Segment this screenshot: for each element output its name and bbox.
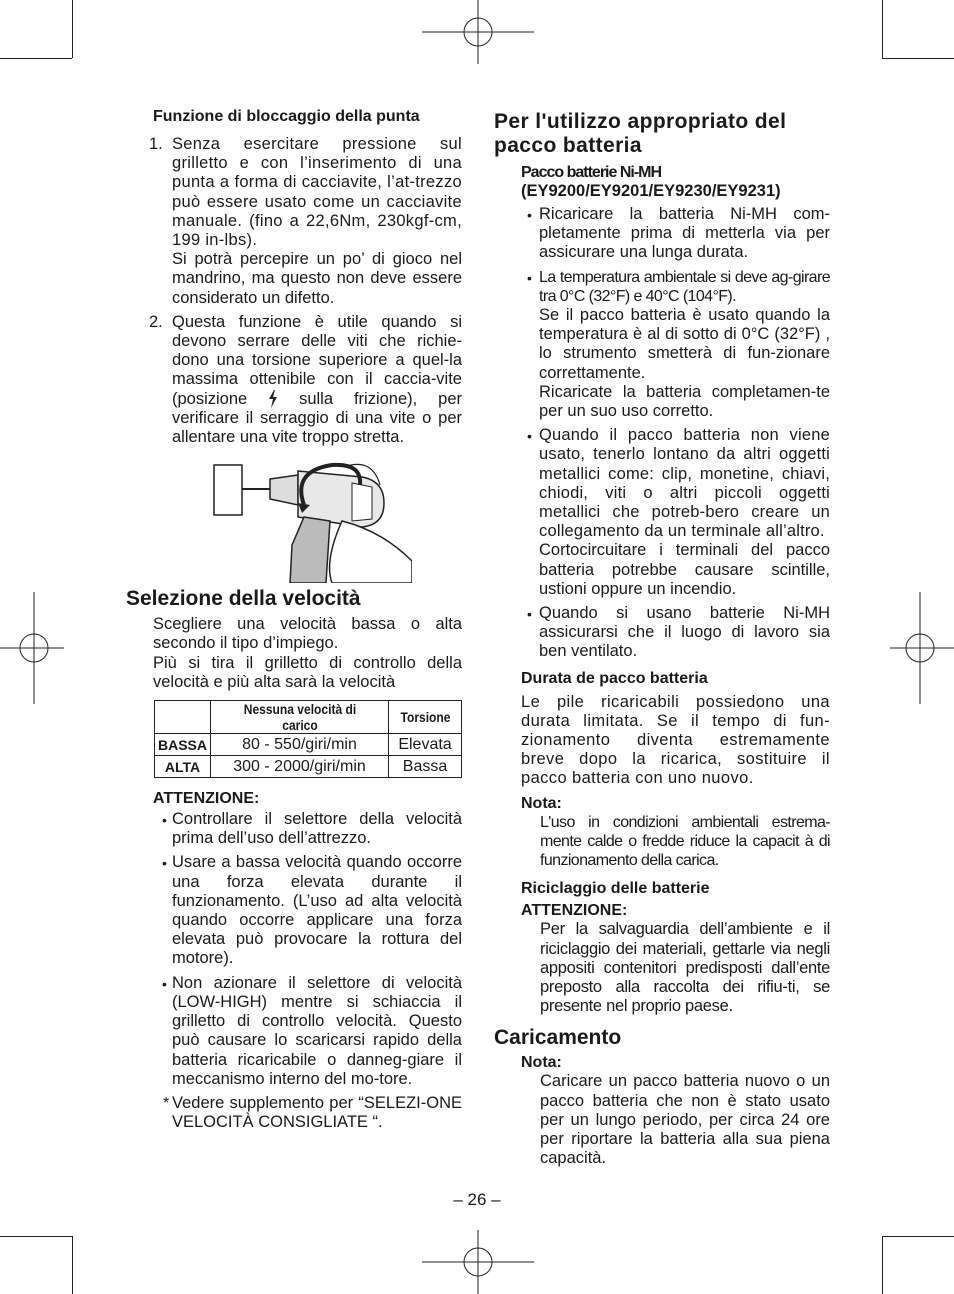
recycle-caution: ATTENZIONE: (521, 902, 628, 920)
caution-label: ATTENZIONE: (153, 790, 260, 808)
table-cell: 300 - 2000/giri/min (211, 756, 389, 778)
bullet-icon: • (527, 269, 532, 286)
speed-paragraph: Più si tira il grilletto di controllo della velocità e più alta sarà la velocità (153, 653, 462, 691)
speed-intro (126, 615, 462, 692)
left-column (126, 108, 462, 1132)
speed-paragraph: Scegliere una velocità bassa o alta secondo il tipo d’impiego. (153, 615, 462, 653)
registration-mark-icon (0, 592, 64, 704)
clutch-symbol-icon (268, 390, 278, 408)
list-item (126, 853, 462, 968)
list-item (126, 1094, 462, 1132)
list-item (494, 268, 830, 422)
pack-heading-line: Pacco batterie Ni-MH (521, 164, 662, 181)
speed-table (154, 700, 462, 778)
item-text: Non azionare il selettore di velocità (LOW-HIGH) mentre si schiaccia il grilletto di controllo velocità. Questo può causare lo scaricarsi rapido della batteria ricaricabile o danneg-giare il meccanismo interno del mo-tore. (172, 973, 462, 1088)
registration-mark-icon (422, 1230, 534, 1294)
page-number: – 26 – (453, 1190, 501, 1209)
bullet-icon: • (162, 855, 167, 872)
crop-mark (882, 1236, 883, 1294)
crop-mark (882, 1236, 954, 1237)
bullet-icon: • (527, 207, 532, 223)
life-heading: Durata de pacco batteria (521, 669, 708, 687)
crop-mark (0, 58, 72, 59)
item-text: Se il pacco batteria è usato quando la temperatura è al di sotto di 0°C (32°F) , lo strumento smetterà di fun-zionare correttamente. (539, 306, 830, 382)
crop-mark (882, 0, 883, 58)
crop-mark (882, 58, 954, 59)
crop-mark (0, 1236, 72, 1237)
list-item (126, 313, 462, 447)
speed-title: Selezione della velocità (126, 587, 361, 611)
nota-label: Nota: (521, 794, 562, 812)
caution-list (126, 810, 462, 1089)
bullet-icon: • (527, 428, 532, 445)
battery-title: Per l'utilizzo appropriato del pacco batteria (494, 110, 787, 157)
table-header: Torsione (394, 701, 457, 734)
registration-mark-icon (890, 592, 954, 704)
list-item (494, 205, 830, 263)
right-column (494, 110, 830, 1168)
item-text: Cortocircuitare i terminali del pacco batteria potrebbe causare scintille, ustioni oppure un incendio. (539, 541, 830, 598)
item-text: Ricaricare la batteria Ni-MH com-pletamente prima di metterla via per assicurare una lunga durata. (539, 205, 830, 262)
list-item (494, 426, 830, 599)
registration-mark-icon (422, 0, 534, 64)
item-text: Ricaricate la batteria completamen-te per un suo uso corretto. (539, 382, 830, 421)
recycle-text: Per la salvaguardia dell’ambiente e il riciclaggio dei materiali, gettarle via negli appositi contenitori predisposti dall’ente preposto alla raccolta dei rifiu-ti, se presente nel proprio paese. (540, 920, 830, 1016)
item-number: 2. (149, 312, 163, 331)
bullet-icon: • (162, 975, 167, 992)
pack-heading (494, 164, 830, 201)
item-text: Usare a bassa velocità quando occorre una forza elevata durante il funzionamento. (L’uso ad alta velocità quando occorre applicare una forza elevata può provocare la rottura del motore). (172, 853, 462, 968)
list-item (126, 810, 462, 848)
item-text: Vedere supplemento per “SELEZI-ONE VELOCITÀ CONSIGLIATE “. (172, 1093, 462, 1132)
lock-heading: Funzione di bloccaggio della punta (153, 108, 420, 125)
charge-text: Caricare un pacco batteria nuovo o un pacco batteria che non è stato usato per un lungo periodo, per circa 24 ore per riportare la batteria alla sua piena capacità. (540, 1072, 830, 1168)
table-cell: Bassa (389, 756, 462, 778)
asterisk: * (163, 1094, 170, 1112)
table-header (158, 701, 206, 734)
table-header-row (155, 701, 462, 734)
list-item (126, 135, 462, 308)
drill-illustration-icon (212, 461, 412, 583)
item-text: Quando il pacco batteria non viene usato, tenerlo lontano da altri oggetti metallici come: clip, monetine, chiavi, chiodi, viti o altri piccoli oggetti metallici che potreb-bero creare un collegamento da un terminale all’altro. (539, 426, 830, 541)
battery-list (494, 205, 830, 662)
table-cell: 80 - 550/giri/min (211, 734, 389, 756)
item-text: Senza esercitare pressione sul grilletto e con l’inserimento di una punta a forma di cacciavite, l’at-trezzo può essere usato come un cacciavite manuale. (fino a 22,6Nm, 230kgf-cm, 199 in-lbs). (172, 135, 462, 250)
item-text: Quando si usano batterie Ni-MH assicurarsi che il luogo di lavoro sia ben ventilato. (539, 604, 830, 661)
item-text: Si potrà percepire un po’ di gioco nel mandrino, ma questo non deve essere considerato un difetto. (172, 250, 462, 307)
life-text: Le pile ricaricabili possiedono una durata limitata. Se il tempo di fun-zionamento diventa estremamente breve dopo la ricarica, sostituire il pacco batteria con uno nuovo. (521, 692, 830, 788)
recycle-heading: Riciclaggio delle batterie (521, 880, 710, 898)
item-number: 1. (149, 135, 163, 153)
item-text: Controllare il selettore della velocità prima dell’uso dell’attrezzo. (172, 810, 462, 848)
table-cell: Elevata (389, 734, 462, 756)
charge-nota: Nota: (521, 1054, 562, 1072)
table-cell: ALTA (155, 756, 211, 778)
crop-mark (72, 1236, 73, 1294)
charge-title: Caricamento (494, 1026, 622, 1050)
nota-text: L'uso in condizioni ambientali estrema-mente calde o fredde riduce la capacit à di funzionamento della carica. (540, 813, 830, 870)
note-list (126, 1094, 462, 1132)
item-text: sulla frizione), per verificare il serraggio di una vite o per allentare una vite troppo stretta. (172, 389, 462, 447)
table-cell: BASSA (155, 734, 211, 756)
table-row (155, 756, 462, 778)
bullet-icon: • (162, 812, 167, 829)
pack-heading-line: (EY9200/EY9201/EY9230/EY9231) (521, 182, 781, 200)
lock-list (126, 135, 462, 447)
item-text: Questa funzione è utile quando si devono serrare delle viti che richie-dono una torsione superiore a quel-la massima ottenibile con il caccia-vite (posizione (172, 312, 462, 408)
table-row (155, 734, 462, 756)
bullet-icon: • (527, 606, 532, 623)
table-header: Nessuna velocità di carico (223, 701, 376, 734)
list-item (494, 604, 830, 662)
crop-mark (72, 0, 73, 58)
item-text: La temperatura ambientale si deve ag-girare tra 0°C (32°F) e 40°C (104°F). (539, 268, 830, 305)
list-item (126, 974, 462, 1089)
